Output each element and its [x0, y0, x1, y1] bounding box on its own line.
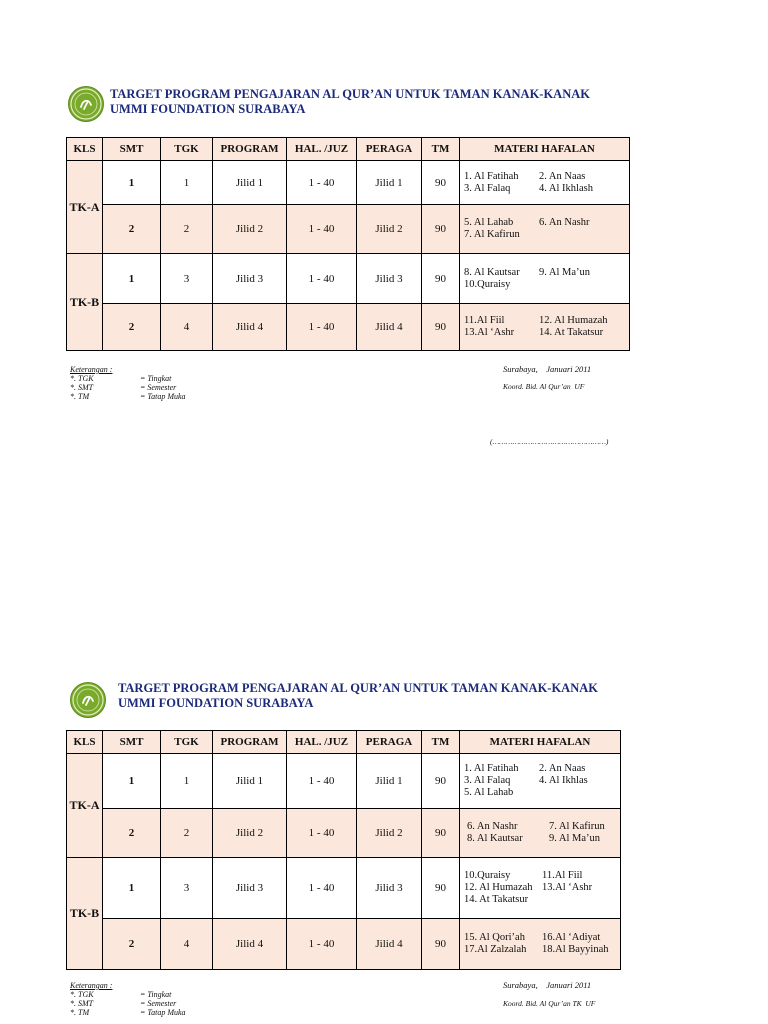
smt-cell: 2: [103, 919, 161, 970]
kls-cell: TK-A: [67, 161, 103, 254]
smt-cell: 1: [103, 754, 161, 809]
hal-cell: 1 - 40: [287, 254, 357, 304]
materi-item: 1. Al Fatihah: [464, 170, 519, 182]
keterangan-legend: [70, 981, 186, 1017]
document-title: [118, 681, 598, 711]
tgk-cell: 1: [161, 754, 213, 809]
materi-item: 7. Al Kafirun: [549, 821, 605, 832]
hal-cell: 1 - 40: [287, 809, 357, 858]
table-row: [67, 754, 621, 809]
peraga-cell: Jilid 3: [357, 858, 422, 919]
header-kls: KLS: [67, 731, 103, 754]
tgk-cell: 1: [161, 161, 213, 205]
materi-item: 12. Al Humazah: [464, 882, 533, 893]
program-cell: Jilid 3: [213, 858, 287, 919]
tm-cell: 90: [422, 919, 460, 970]
materi-cell: [460, 919, 621, 970]
title-line-2: UMMI FOUNDATION SURABAYA: [118, 696, 314, 710]
materi-item: 13.Al ‘Ashr: [542, 882, 593, 893]
peraga-cell: Jilid 1: [357, 161, 422, 205]
header-materi-hafalan: MATERI HAFALAN: [460, 138, 630, 161]
program-cell: Jilid 1: [213, 161, 287, 205]
materi-item: 18.Al Bayyinah: [542, 944, 609, 955]
table-row: [67, 809, 621, 858]
legend-key: *. SMT: [70, 999, 94, 1008]
tm-cell: 90: [422, 205, 460, 254]
tgk-cell: 2: [161, 205, 213, 254]
place-date: Surabaya, Januari 2011: [503, 364, 592, 374]
header-hal-juz: HAL. /JUZ: [287, 138, 357, 161]
kls-cell: TK-B: [67, 858, 103, 970]
legend-key: *. TGK: [70, 990, 94, 999]
program-cell: Jilid 2: [213, 205, 287, 254]
materi-item: 6. An Nashr: [539, 217, 590, 228]
smt-cell: 2: [103, 304, 161, 351]
materi-item: 10.Quraisy: [464, 278, 511, 290]
materi-item: 13.Al ‘Ashr: [464, 327, 515, 338]
header-program: PROGRAM: [213, 731, 287, 754]
header-smt: SMT: [103, 138, 161, 161]
legend-key: *. SMT: [70, 383, 94, 392]
coordinator-title: Koord. Bid. Al Qur’an UF: [503, 382, 585, 391]
tgk-cell: 4: [161, 919, 213, 970]
program-cell: Jilid 4: [213, 919, 287, 970]
tm-cell: 90: [422, 858, 460, 919]
tm-cell: 90: [422, 254, 460, 304]
hal-cell: 1 - 40: [287, 858, 357, 919]
header-smt: SMT: [103, 731, 161, 754]
materi-item: 5. Al Lahab: [464, 787, 514, 798]
materi-cell: [460, 754, 621, 809]
header-materi-hafalan: MATERI HAFALAN: [460, 731, 621, 754]
materi-item: 8. Al Kautsar: [464, 266, 520, 278]
hal-cell: 1 - 40: [287, 304, 357, 351]
materi-item: 2. An Naas: [539, 763, 586, 774]
header-kls: KLS: [67, 138, 103, 161]
header-peraga: PERAGA: [357, 731, 422, 754]
header-peraga: PERAGA: [357, 138, 422, 161]
materi-item: 14. At Takatsur: [539, 327, 604, 338]
hal-cell: 1 - 40: [287, 205, 357, 254]
materi-item: 3. Al Falaq: [464, 182, 511, 194]
title-line-2: UMMI FOUNDATION SURABAYA: [110, 102, 306, 116]
materi-item: 17.Al Zalzalah: [464, 944, 527, 955]
kls-cell: TK-B: [67, 254, 103, 351]
table-row: [67, 919, 621, 970]
materi-item: 5. Al Lahab: [464, 217, 514, 228]
legend-value: = Semester: [140, 383, 177, 392]
tgk-cell: 3: [161, 254, 213, 304]
legend-key: *. TM: [70, 1008, 90, 1017]
materi-item: 7. Al Kafirun: [464, 229, 520, 240]
program-cell: Jilid 1: [213, 754, 287, 809]
tgk-cell: 3: [161, 858, 213, 919]
title-line-1: TARGET PROGRAM PENGAJARAN AL QUR’AN UNTUK TAMAN KANAK-KANAK: [118, 681, 598, 695]
materi-cell: [460, 809, 621, 858]
target-table: [66, 730, 621, 970]
signature-line: (……………………………………………): [490, 437, 609, 446]
ummi-logo-icon: [70, 682, 106, 718]
keterangan-header: Keterangan :: [70, 365, 113, 374]
materi-item: 4. Al Ikhlash: [539, 182, 593, 194]
smt-cell: 1: [103, 161, 161, 205]
materi-item: 2. An Naas: [539, 170, 586, 182]
peraga-cell: Jilid 2: [357, 809, 422, 858]
materi-item: 14. At Takatsur: [464, 894, 529, 905]
legend-value: = Semester: [140, 999, 177, 1008]
smt-cell: 2: [103, 809, 161, 858]
program-cell: Jilid 4: [213, 304, 287, 351]
materi-item: 15. Al Qori’ah: [464, 932, 525, 943]
materi-item: 4. Al Ikhlas: [539, 775, 588, 786]
tgk-cell: 2: [161, 809, 213, 858]
hal-cell: 1 - 40: [287, 919, 357, 970]
header-tm: TM: [422, 731, 460, 754]
smt-cell: 1: [103, 254, 161, 304]
table-row: [67, 858, 621, 919]
materi-item: 1. Al Fatihah: [464, 763, 519, 774]
materi-item: 11.Al Fiil: [542, 870, 583, 881]
legend-key: *. TM: [70, 392, 90, 401]
legend-value: = Tingkat: [140, 990, 172, 999]
peraga-cell: Jilid 1: [357, 754, 422, 809]
legend-value: = Tatap Muka: [140, 1008, 186, 1017]
materi-item: 6. An Nashr: [467, 821, 518, 832]
program-cell: Jilid 2: [213, 809, 287, 858]
header-tgk: TGK: [161, 138, 213, 161]
hal-cell: 1 - 40: [287, 161, 357, 205]
kls-cell: TK-A: [67, 754, 103, 858]
materi-item: 9. Al Ma’un: [539, 266, 591, 278]
peraga-cell: Jilid 3: [357, 254, 422, 304]
tm-cell: 90: [422, 161, 460, 205]
header-tgk: TGK: [161, 731, 213, 754]
smt-cell: 1: [103, 858, 161, 919]
coordinator-title: Koord. Bid. Al Qur’an TK UF: [503, 999, 596, 1008]
materi-cell: [460, 858, 621, 919]
legend-value: = Tingkat: [140, 374, 172, 383]
program-cell: Jilid 3: [213, 254, 287, 304]
tm-cell: 90: [422, 809, 460, 858]
peraga-cell: Jilid 4: [357, 304, 422, 351]
peraga-cell: Jilid 2: [357, 205, 422, 254]
materi-item: 3. Al Falaq: [464, 775, 511, 786]
header-tm: TM: [422, 138, 460, 161]
place-date: Surabaya, Januari 2011: [503, 980, 592, 990]
smt-cell: 2: [103, 205, 161, 254]
tm-cell: 90: [422, 754, 460, 809]
peraga-cell: Jilid 4: [357, 919, 422, 970]
materi-item: 9. Al Ma’un: [549, 833, 601, 844]
tgk-cell: 4: [161, 304, 213, 351]
materi-item: 10.Quraisy: [464, 870, 511, 881]
materi-item: 12. Al Humazah: [539, 315, 608, 326]
hal-cell: 1 - 40: [287, 754, 357, 809]
legend-value: = Tatap Muka: [140, 392, 186, 401]
keterangan-header: Keterangan :: [70, 981, 113, 990]
tm-cell: 90: [422, 304, 460, 351]
legend-key: *. TGK: [70, 374, 94, 383]
header-hal-juz: HAL. /JUZ: [287, 731, 357, 754]
materi-item: 16.Al ‘Adiyat: [542, 932, 601, 943]
materi-item: 11.Al Fiil: [464, 315, 505, 326]
header-program: PROGRAM: [213, 138, 287, 161]
title-line-1: TARGET PROGRAM PENGAJARAN AL QUR’AN UNTUK TAMAN KANAK-KANAK: [110, 87, 590, 101]
materi-item: 8. Al Kautsar: [467, 833, 523, 844]
